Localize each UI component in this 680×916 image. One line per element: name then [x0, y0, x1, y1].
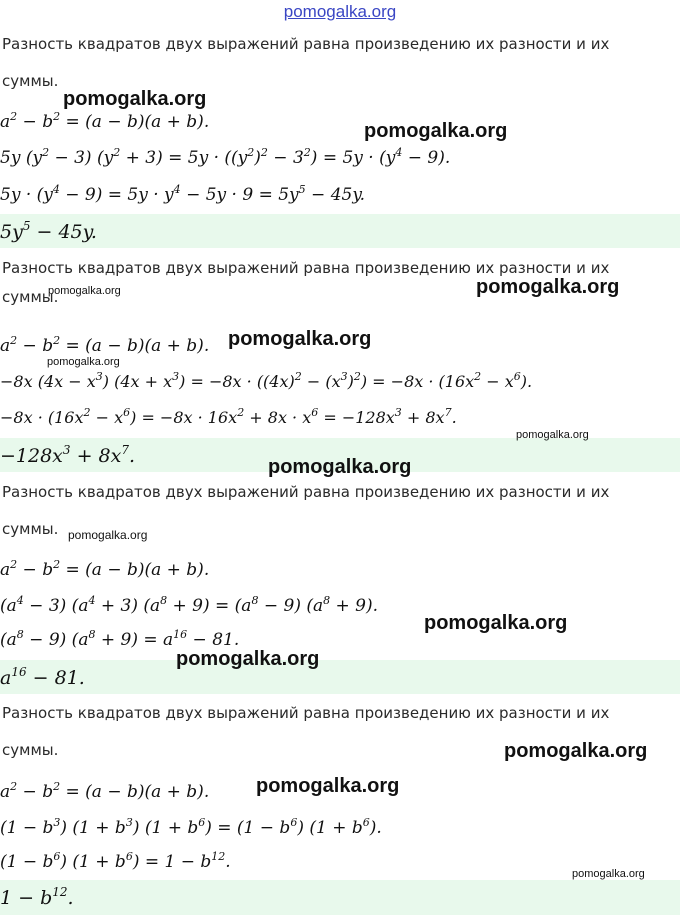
watermark: pomogalka.org: [504, 740, 648, 762]
watermark: pomogalka.org: [228, 328, 372, 350]
math-line: $(a^8 - 9) (a^8 + 9) = a^{16} - 81$.: [0, 628, 240, 650]
watermark: pomogalka.org: [516, 429, 589, 441]
intro-text: Разность квадратов двух выражений равна произведению их разности и их суммы.: [2, 704, 610, 759]
formula-line: $a^2 - b^2 = (a - b)(a + b)$.: [0, 780, 210, 802]
watermark: pomogalka.org: [364, 120, 508, 142]
watermark: pomogalka.org: [424, 612, 568, 634]
answer-box: $1 - b^{12}$.: [0, 880, 680, 915]
watermark: pomogalka.org: [48, 285, 121, 297]
watermark: pomogalka.org: [47, 356, 120, 368]
formula-line: $a^2 - b^2 = (a - b)(a + b)$.: [0, 558, 210, 580]
math-line: 5y $(y^2 - 3) (y^2 + 3) = 5y \cdot ((y^2)^2 - 3^2) = 5y \cdot (y^4 - 9)$.: [0, 146, 451, 168]
intro-text: Разность квадратов двух выражений равна произведению их разности и их суммы.: [2, 35, 610, 90]
math-line: $-8x \cdot (16x^2 - x^6) = -8x \cdot 16x^2 + 8x \cdot x^6 = -128x^3 + 8x^7$.: [0, 406, 457, 427]
answer-box: $a^{16} - 81$.: [0, 660, 680, 694]
intro-text: Разность квадратов двух выражений равна произведению их разности и их суммы.: [2, 259, 610, 306]
watermark: pomogalka.org: [68, 528, 148, 542]
example-1: [0, 36, 680, 90]
math-line: $(1 - b^3)$ $(1 + b^3)$ $(1 + b^6) = (1 - b^6)$ $(1 + b^6)$.: [0, 816, 382, 838]
formula-line: $a^2 - b^2 = (a - b)(a + b)$.: [0, 110, 210, 132]
watermark: pomogalka.org: [176, 648, 320, 670]
math-line: −8x $(4x - x^3)$ $(4x + x^3) = -8x \cdot ((4x)^2 - (x^3)^2) = -8x \cdot (16x^2 - x^6)$.: [0, 370, 533, 391]
answer-box: $5y^5 - 45y$.: [0, 214, 680, 248]
formula-line: $a^2 - b^2 = (a - b)(a + b)$.: [0, 334, 210, 356]
math-line: $5y \cdot (y^4 - 9) = 5y \cdot y^4 - 5y \cdot 9 = 5y^5 - 45y$.: [0, 183, 366, 205]
answer-box: $-128x^3 + 8x^7$.: [0, 438, 680, 472]
watermark: pomogalka.org: [476, 276, 620, 298]
watermark: pomogalka.org: [572, 868, 645, 880]
watermark: pomogalka.org: [268, 456, 412, 478]
watermark: pomogalka.org: [63, 88, 207, 110]
math-line: $(1 - b^6)$ $(1 + b^6) = 1 - b^{12}$.: [0, 850, 231, 872]
site-link[interactable]: pomogalka.org: [283, 2, 397, 21]
watermark: pomogalka.org: [256, 775, 400, 797]
math-line: $(a^4 - 3) (a^4 + 3) (a^8 + 9) = (a^8 - 9) (a^8 + 9)$.: [0, 594, 379, 616]
intro-text: Разность квадратов двух выражений равна произведению их разности и их суммы.: [2, 483, 610, 538]
